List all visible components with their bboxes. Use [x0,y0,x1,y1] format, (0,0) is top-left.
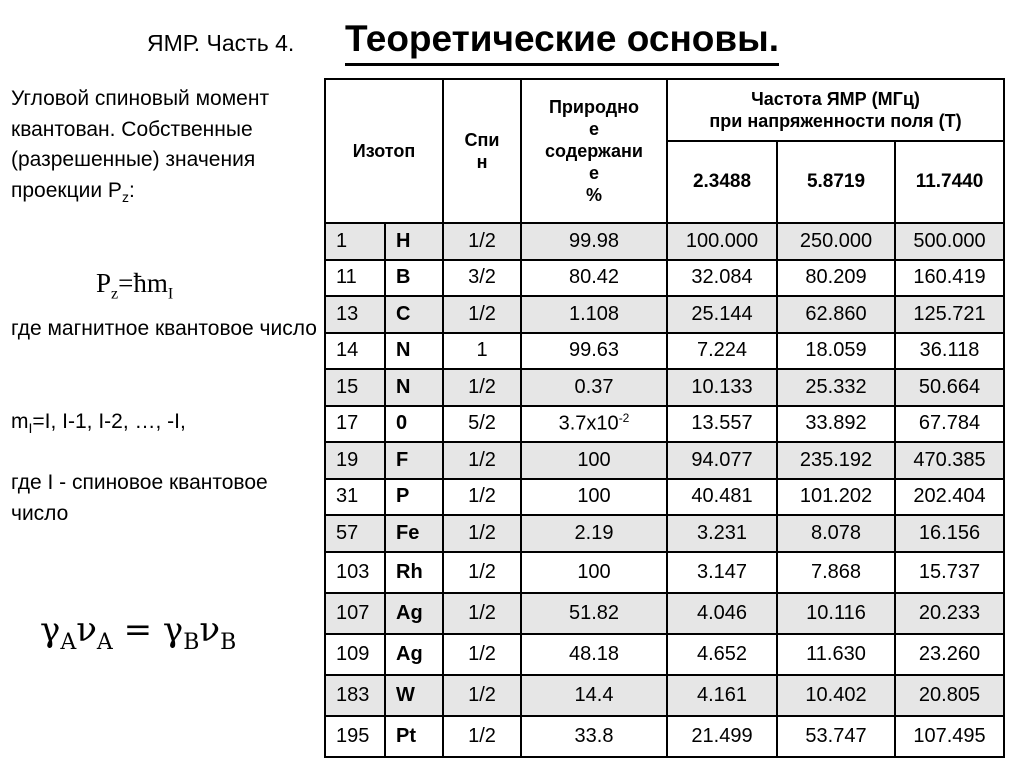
freq-1-cell-text: 4.652 [696,642,748,665]
spin-cell [443,515,521,552]
freq-2-cell [777,369,895,406]
abundance-cell [521,479,667,516]
nu-a: ν [76,610,97,650]
spin-cell [443,442,521,479]
header-spin: Спи н [443,79,521,223]
freq-2-cell [777,593,895,634]
freq-1-cell-text: 100.000 [685,229,759,252]
element-cell-text: 0 [396,412,408,435]
quantization-text-main: Угловой спиновый момент квантован. Собственные (разрешенные) значения проекции P [11,87,270,202]
quantization-text-sub: z [121,188,129,205]
table-row [325,442,1004,479]
freq-3-cell-text: 202.404 [913,485,986,508]
formula-z: z [111,285,119,303]
element-cell [385,260,443,297]
freq-2-cell-text: 80.209 [805,266,867,289]
freq-2-cell-text: 33.892 [805,412,867,435]
abundance-cell-text: 100 [577,560,611,583]
freq-1-cell [667,369,777,406]
spin-cell [443,634,521,675]
freq-2-cell [777,479,895,516]
header-frequency: Частота ЯМР (МГц) при напряженности поля (Т) [667,79,1004,141]
freq-2-cell [777,296,895,333]
table-row [325,260,1004,297]
element-cell [385,552,443,593]
isotope-mass-cell-text: 183 [336,683,370,706]
spin-cell-text: 1/2 [468,683,496,706]
formula-i: I [167,285,174,303]
table-header-row [325,79,1004,141]
table-row [325,552,1004,593]
freq-1-cell [667,716,777,757]
element-cell [385,333,443,370]
isotope-mass-cell-text: 57 [336,521,359,544]
table-row [325,406,1004,443]
abundance-exponent: -2 [618,411,630,426]
freq-2-cell-text: 235.192 [799,448,873,471]
formula-eq: =ħm [118,268,168,298]
abundance-cell-text: 1.108 [568,302,620,325]
freq-1-cell [667,675,777,716]
spin-cell [443,333,521,370]
abundance-cell-text: 80.42 [568,266,620,289]
spin-cell-text: 3/2 [468,266,496,289]
abundance-cell [521,223,667,260]
abundance-cell-text: 100 [577,485,611,508]
freq-1-cell-text: 3.147 [696,560,748,583]
header-field-2: 5.8719 [777,141,895,223]
formula-p: P [96,268,112,298]
isotope-mass-cell [325,515,385,552]
isotope-mass-cell [325,223,385,260]
freq-3-cell-text: 20.805 [918,683,981,706]
isotope-mass-cell [325,333,385,370]
freq-2-cell-text: 62.860 [805,302,867,325]
freq-3-cell [895,716,1004,757]
abundance-cell-text: 99.63 [568,339,620,362]
spin-cell [443,552,521,593]
spin-cell [443,260,521,297]
freq-1-cell [667,296,777,333]
freq-2-cell [777,675,895,716]
isotope-mass-cell [325,296,385,333]
freq-1-cell-text: 7.224 [696,339,748,362]
gamma-a: γ [40,610,61,650]
freq-1-cell-text: 25.144 [691,302,753,325]
abundance-cell-text: 3.7x10 [558,413,619,436]
abundance-cell-text: 2.19 [574,521,614,544]
freq-3-cell [895,406,1004,443]
freq-3-cell [895,260,1004,297]
freq-1-cell [667,260,777,297]
freq-3-cell-text: 36.118 [919,339,980,362]
projection-formula [96,268,173,303]
isotope-mass-cell-text: 13 [336,302,359,325]
abundance-cell [521,515,667,552]
slide-subtitle: ЯМР. Часть 4. [147,30,295,56]
freq-3-cell [895,333,1004,370]
freq-1-cell-text: 13.557 [691,412,753,435]
spin-cell [443,369,521,406]
magnetic-number-text: где магнитное квантовое число [11,317,317,340]
abundance-cell [521,552,667,593]
abundance-cell [521,675,667,716]
freq-3-cell-text: 15.737 [918,560,981,583]
spin-number-text: где I - спиновое квантовое число [11,471,268,525]
element-cell-text: Fe [396,521,420,544]
freq-1-cell [667,634,777,675]
table-row [325,369,1004,406]
freq-3-cell [895,479,1004,516]
freq-3-cell-text: 107.495 [913,724,986,747]
freq-2-cell-text: 18.059 [805,339,867,362]
isotope-mass-cell [325,552,385,593]
table-row [325,634,1004,675]
freq-1-cell [667,515,777,552]
abundance-cell-text: 100 [577,448,611,471]
abundance-cell [521,406,667,443]
header-field-1: 2.3488 [667,141,777,223]
spin-cell-text: 5/2 [468,412,496,435]
element-cell [385,369,443,406]
spin-cell-text: 1/2 [468,485,496,508]
freq-2-cell-text: 101.202 [799,485,873,508]
freq-3-cell [895,442,1004,479]
freq-2-cell-text: 8.078 [810,521,862,544]
freq-2-cell-text: 7.868 [810,560,862,583]
freq-3-cell-text: 67.784 [918,412,981,435]
table-row [325,716,1004,757]
nu-b-sub: B [220,629,237,655]
isotope-mass-cell [325,260,385,297]
freq-3-cell [895,552,1004,593]
freq-3-cell [895,369,1004,406]
spin-cell-text: 1/2 [468,560,496,583]
table-row [325,479,1004,516]
element-cell [385,442,443,479]
element-cell-text: Pt [396,724,416,747]
spin-cell-text: 1/2 [468,521,496,544]
quantization-text-end: : [128,178,135,202]
element-cell [385,223,443,260]
isotope-mass-cell [325,442,385,479]
spin-cell-text: 1/2 [468,601,496,624]
freq-1-cell [667,442,777,479]
element-cell-text: N [396,375,411,398]
spin-cell [443,593,521,634]
gamma-b: γ [162,610,184,650]
nmr-isotope-table [324,78,1005,758]
freq-2-cell [777,333,895,370]
freq-3-cell-text: 470.385 [913,448,986,471]
abundance-cell [521,442,667,479]
element-cell [385,716,443,757]
freq-3-cell [895,675,1004,716]
freq-1-cell [667,552,777,593]
isotope-mass-cell [325,406,385,443]
freq-2-cell [777,442,895,479]
abundance-cell [521,260,667,297]
header-field-3: 11.7440 [895,141,1004,223]
isotope-mass-cell [325,479,385,516]
spin-cell [443,479,521,516]
isotope-mass-cell-text: 195 [336,724,370,747]
table-row [325,593,1004,634]
element-cell [385,296,443,333]
freq-2-cell-text: 250.000 [799,229,873,252]
freq-1-cell-text: 94.077 [691,448,753,471]
freq-2-cell-text: 25.332 [805,375,867,398]
element-cell-text: N [396,339,411,362]
element-cell-text: B [396,266,411,289]
spin-cell [443,675,521,716]
gamma-nu-equation [40,610,236,655]
nu-a-sub: A [96,629,113,655]
freq-1-cell-text: 32.084 [691,266,753,289]
freq-1-cell-text: 4.161 [696,683,748,706]
freq-2-cell [777,716,895,757]
freq-2-cell-text: 10.116 [806,601,866,624]
freq-3-cell-text: 125.721 [913,302,986,325]
freq-3-cell [895,223,1004,260]
abundance-cell-text: 99.98 [568,229,620,252]
spin-cell-text: 1/2 [468,375,496,398]
nu-b: ν [199,610,221,650]
equals-sign: = [112,610,163,650]
element-cell-text: Ag [396,642,423,665]
abundance-cell-text: 14.4 [574,683,614,706]
abundance-cell-text: 48.18 [568,642,620,665]
spin-cell-text: 1/2 [468,229,496,252]
spin-cell-text: 1/2 [468,642,496,665]
element-cell [385,634,443,675]
freq-2-cell [777,552,895,593]
freq-3-cell-text: 20.233 [918,601,981,624]
gamma-a-sub: A [60,629,77,655]
element-cell [385,593,443,634]
isotope-mass-cell-text: 19 [336,448,359,471]
freq-3-cell [895,296,1004,333]
abundance-cell-text: 33.8 [574,724,614,747]
abundance-cell [521,634,667,675]
freq-2-cell-text: 10.402 [805,683,867,706]
isotope-mass-cell [325,675,385,716]
element-cell-text: Rh [396,560,423,583]
freq-1-cell [667,333,777,370]
table-row [325,333,1004,370]
abundance-cell-text: 0.37 [574,375,614,398]
isotope-mass-cell-text: 14 [336,339,359,362]
isotope-mass-cell [325,634,385,675]
spin-cell [443,296,521,333]
element-cell-text: C [396,302,411,325]
isotope-mass-cell-text: 1 [336,229,348,252]
isotope-mass-cell [325,593,385,634]
freq-1-cell [667,406,777,443]
spin-cell-text: 1/2 [468,724,496,747]
freq-1-cell [667,223,777,260]
isotope-mass-cell-text: 11 [336,266,357,289]
header-abundance: Природно е содержани е % [521,79,667,223]
spin-cell-text: 1/2 [468,302,496,325]
abundance-cell [521,716,667,757]
spin-cell-text: 1/2 [468,448,496,471]
freq-3-cell [895,593,1004,634]
isotope-mass-cell-text: 17 [336,412,359,435]
element-cell-text: H [396,229,411,252]
freq-3-cell-text: 23.260 [918,642,981,665]
freq-2-cell-text: 11.630 [806,642,866,665]
spin-cell [443,406,521,443]
abundance-cell-text: 51.82 [568,601,620,624]
freq-2-cell [777,515,895,552]
isotope-mass-cell-text: 15 [336,375,359,398]
freq-1-cell-text: 40.481 [691,485,753,508]
spin-cell [443,223,521,260]
spin-cell [443,716,521,757]
isotope-mass-cell-text: 107 [336,601,370,624]
m-values: =I, I-1, I-2, …, -I, [32,410,186,433]
freq-1-cell-text: 21.499 [691,724,753,747]
isotope-mass-cell-text: 109 [336,642,370,665]
abundance-cell [521,369,667,406]
table-row [325,675,1004,716]
element-cell-text: W [396,683,415,706]
freq-3-cell-text: 50.664 [918,375,981,398]
m-symbol: m [11,410,29,433]
header-isotope: Изотоп [325,79,443,223]
element-cell [385,406,443,443]
element-cell-text: P [396,485,410,508]
freq-1-cell-text: 3.231 [696,521,748,544]
isotope-mass-cell [325,369,385,406]
freq-3-cell [895,634,1004,675]
freq-1-cell [667,479,777,516]
freq-3-cell [895,515,1004,552]
table-row [325,223,1004,260]
abundance-cell [521,593,667,634]
freq-3-cell-text: 500.000 [913,229,986,252]
abundance-cell [521,296,667,333]
element-cell [385,515,443,552]
freq-2-cell [777,406,895,443]
isotope-mass-cell [325,716,385,757]
slide-title: Теоретические основы. [345,17,779,66]
table-row [325,296,1004,333]
freq-2-cell [777,260,895,297]
spin-cell-text: 1 [476,339,488,362]
quantization-text [11,84,321,212]
freq-1-cell [667,593,777,634]
freq-2-cell [777,223,895,260]
m-values-text [11,407,186,444]
freq-3-cell-text: 160.419 [913,266,986,289]
freq-1-cell-text: 4.046 [696,601,748,624]
table-row [325,515,1004,552]
element-cell [385,479,443,516]
freq-3-cell-text: 16.156 [918,521,981,544]
freq-1-cell-text: 10.133 [691,375,753,398]
m-sub: I [28,420,33,437]
element-cell-text: Ag [396,601,423,624]
element-cell-text: F [396,448,409,471]
element-cell [385,675,443,716]
freq-2-cell-text: 53.747 [805,724,867,747]
abundance-cell [521,333,667,370]
isotope-mass-cell-text: 103 [336,560,370,583]
isotope-mass-cell-text: 31 [336,485,359,508]
gamma-b-sub: B [183,629,200,655]
freq-2-cell [777,634,895,675]
